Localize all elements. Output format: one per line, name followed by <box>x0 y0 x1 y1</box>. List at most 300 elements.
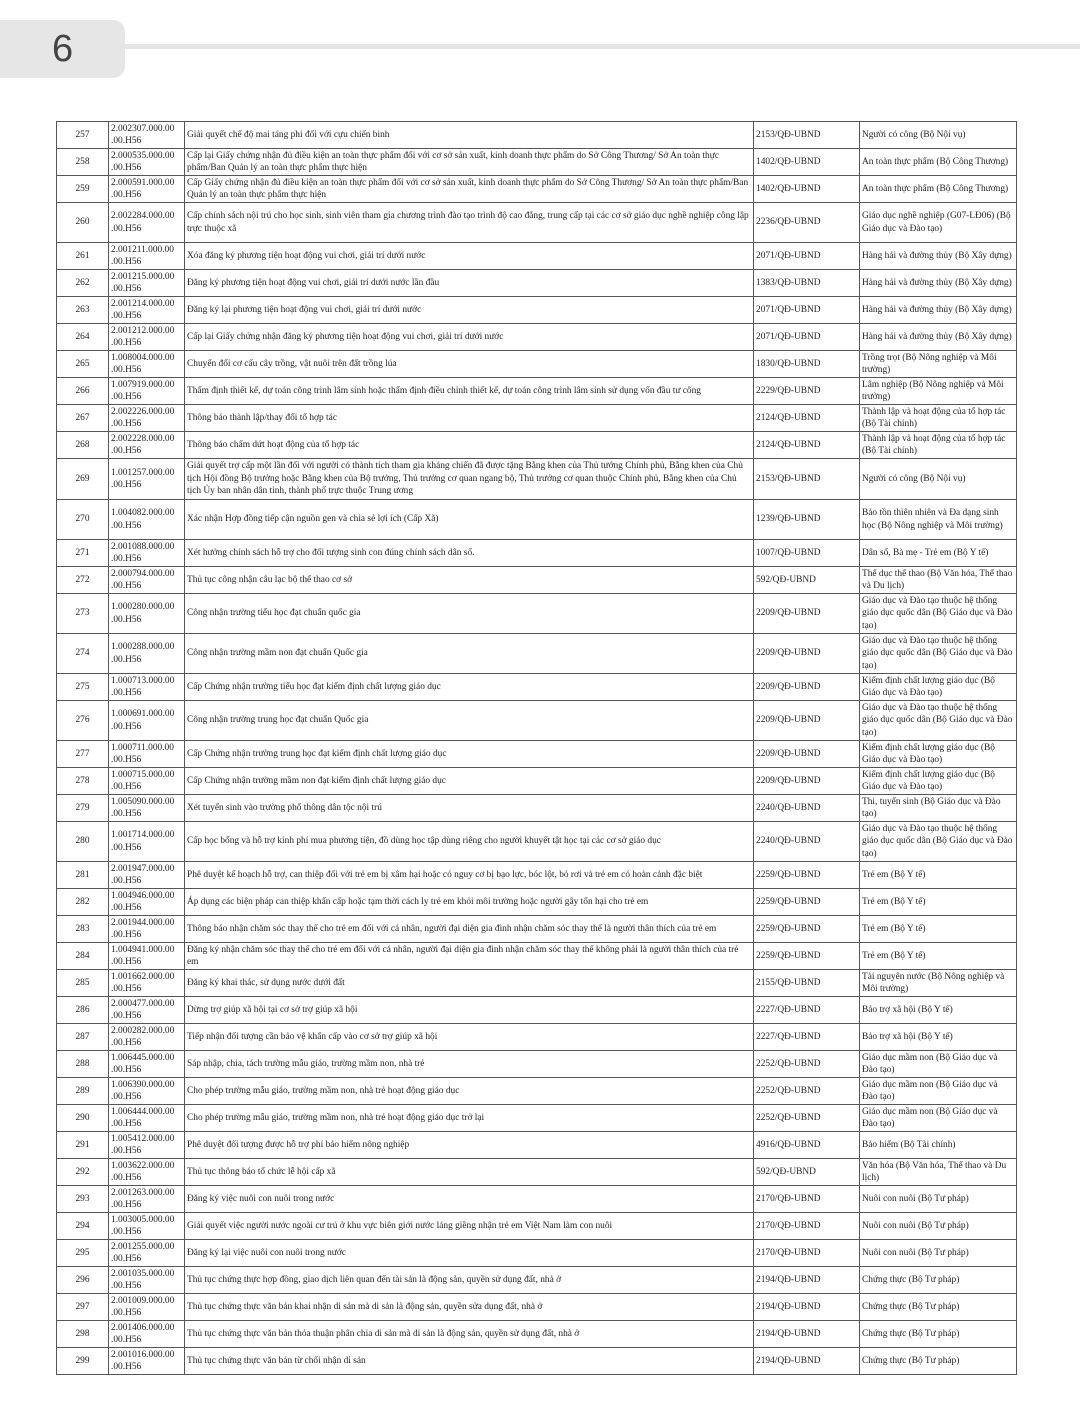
procedure-code-part1: 1.003622.000.00 <box>111 1160 175 1171</box>
procedure-code-part2: .00.H56 <box>111 581 142 591</box>
procedure-name: Cấp chính sách nội trú cho học sinh, sinh viên tham gia chương trình đào tạo trình độ cao đẳng, trung cấp tại các cơ sở giáo dục nghề nghiệp công lập trực thuộc xã <box>185 203 754 243</box>
procedure-code-part2: .00.H56 <box>111 614 142 625</box>
procedure-code-part2: .00.H56 <box>111 1065 142 1075</box>
procedure-code <box>109 768 185 795</box>
row-number: 280 <box>57 822 109 862</box>
procedure-code <box>109 567 185 594</box>
procedure-code-part2: .00.H56 <box>111 876 142 886</box>
decision-number: 2071/QĐ-UBND <box>754 297 860 324</box>
row-number: 257 <box>57 122 109 149</box>
procedure-name: Thông báo chấm dứt hoạt động của tổ hợp tác <box>185 432 754 459</box>
procedure-code-part1: 1.000713.000.00 <box>111 675 175 686</box>
table-row <box>57 970 1017 997</box>
procedure-name: Cấp lại Giấy chứng nhận đủ điều kiện an toàn thực phẩm đối với cơ sở sản xuất, kinh doanh thực phẩm do Sở Công Thương/ Sở An toàn thực phẩm/Ban Quản lý an toàn thực phẩm thực hiện <box>185 149 754 176</box>
field-ministry: Bảo trợ xã hội (Bộ Y tế) <box>860 997 1017 1024</box>
decision-number: 2209/QĐ-UBND <box>754 674 860 701</box>
procedure-code-part2: .00.H56 <box>111 1011 142 1021</box>
procedure-code <box>109 500 185 540</box>
field-ministry: Tài nguyên nước (Bộ Nông nghiệp và Môi trường) <box>860 970 1017 997</box>
decision-number: 2153/QĐ-UBND <box>754 122 860 149</box>
table-row <box>57 634 1017 674</box>
decision-number: 2259/QĐ-UBND <box>754 943 860 970</box>
table-row <box>57 701 1017 741</box>
procedure-code <box>109 149 185 176</box>
decision-number: 2259/QĐ-UBND <box>754 889 860 916</box>
table-row <box>57 916 1017 943</box>
field-ministry: Hàng hải và đường thủy (Bộ Xây dựng) <box>860 297 1017 324</box>
row-number: 281 <box>57 862 109 889</box>
decision-number: 2071/QĐ-UBND <box>754 243 860 270</box>
procedure-code-part1: 2.001214.000.00 <box>111 298 175 309</box>
procedure-code-part1: 1.000288.000.00 <box>111 642 175 652</box>
procedure-code <box>109 862 185 889</box>
procedure-code-part1: 1.006444.000.00 <box>111 1106 175 1117</box>
decision-number: 2259/QĐ-UBND <box>754 916 860 943</box>
decision-number: 592/QĐ-UBND <box>754 567 860 594</box>
table-row <box>57 324 1017 351</box>
procedure-code-part1: 2.002284.000.00 <box>111 211 175 221</box>
row-number: 279 <box>57 795 109 822</box>
procedure-code <box>109 540 185 567</box>
field-ministry: An toàn thực phẩm (Bộ Công Thương) <box>860 149 1017 176</box>
row-number: 277 <box>57 741 109 768</box>
procedure-code <box>109 1348 185 1375</box>
procedure-code-part1: 1.001662.000.00 <box>111 971 175 982</box>
table-row <box>57 378 1017 405</box>
row-number: 258 <box>57 149 109 176</box>
row-number: 268 <box>57 432 109 459</box>
field-ministry: Kiểm định chất lượng giáo dục (Bộ Giáo dục và Đào tạo) <box>860 674 1017 701</box>
table-row <box>57 243 1017 270</box>
field-ministry: Hàng hải và đường thủy (Bộ Xây dựng) <box>860 324 1017 351</box>
procedure-code <box>109 634 185 674</box>
procedure-code <box>109 351 185 378</box>
field-ministry: Hàng hải và đường thủy (Bộ Xây dựng) <box>860 243 1017 270</box>
procedure-code <box>109 889 185 916</box>
procedure-name: Phê duyệt đối tượng được hỗ trợ phí bảo hiểm nông nghiệp <box>185 1132 754 1159</box>
procedure-code <box>109 674 185 701</box>
procedure-code-part2: .00.H56 <box>111 284 142 294</box>
procedure-code-part1: 1.007919.000.00 <box>111 379 175 390</box>
procedure-code-part2: .00.H56 <box>111 480 142 490</box>
procedure-code <box>109 1078 185 1105</box>
field-ministry: Nuôi con nuôi (Bộ Tư pháp) <box>860 1186 1017 1213</box>
decision-number: 2194/QĐ-UBND <box>754 1294 860 1321</box>
procedure-code-part1: 2.001947.000.00 <box>111 863 175 874</box>
procedure-name: Thông báo thành lập/thay đổi tổ hợp tác <box>185 405 754 432</box>
procedure-code-part1: 2.000794.000.00 <box>111 568 175 579</box>
table-row <box>57 862 1017 889</box>
procedure-code-part2: .00.H56 <box>111 1227 142 1237</box>
procedure-code-part1: 2.001255.000.00 <box>111 1241 175 1252</box>
table-row <box>57 270 1017 297</box>
field-ministry: Giáo dục và Đào tạo thuộc hệ thống giáo dục quốc dân (Bộ Giáo dục và Đào tạo) <box>860 701 1017 741</box>
procedure-code-part1: 1.004082.000.00 <box>111 508 175 518</box>
row-number: 260 <box>57 203 109 243</box>
row-number: 278 <box>57 768 109 795</box>
row-number: 299 <box>57 1348 109 1375</box>
procedure-code-part1: 1.006390.000.00 <box>111 1079 175 1090</box>
procedure-name: Xác nhận Hợp đồng tiếp cận nguồn gen và chia sẻ lợi ích (Cấp Xã) <box>185 500 754 540</box>
procedure-code-part2: .00.H56 <box>111 930 142 940</box>
procedure-code <box>109 970 185 997</box>
row-number: 264 <box>57 324 109 351</box>
table-row <box>57 122 1017 149</box>
decision-number: 2194/QĐ-UBND <box>754 1321 860 1348</box>
decision-number: 2153/QĐ-UBND <box>754 459 860 500</box>
procedure-name: Đăng ký khai thác, sử dụng nước dưới đất <box>185 970 754 997</box>
row-number: 286 <box>57 997 109 1024</box>
row-number: 284 <box>57 943 109 970</box>
field-ministry: Thành lập và hoạt động của tổ hợp tác (Bộ Tài chính) <box>860 432 1017 459</box>
procedure-name: Cấp Chứng nhận trường trung học đạt kiểm định chất lượng giáo dục <box>185 741 754 768</box>
field-ministry: Giáo dục và Đào tạo thuộc hệ thống giáo dục quốc dân (Bộ Giáo dục và Đào tạo) <box>860 634 1017 674</box>
table-row <box>57 351 1017 378</box>
procedure-name: Cấp Giấy chứng nhận đủ điều kiện an toàn thực phẩm đối với cơ sở sản xuất, kinh doanh thực phẩm do Sở Công Thương/ Sở An toàn thực phẩm/Ban Quản lý an toàn thực phẩm thực hiện <box>185 176 754 203</box>
procedure-code-part2: .00.H56 <box>111 1362 142 1372</box>
procedure-code-part1: 1.006445.000.00 <box>111 1052 175 1063</box>
procedure-code <box>109 243 185 270</box>
field-ministry: Thể dục thể thao (Bộ Văn hóa, Thể thao và Du lịch) <box>860 567 1017 594</box>
procedure-code <box>109 1213 185 1240</box>
table-row <box>57 1024 1017 1051</box>
procedure-code <box>109 1294 185 1321</box>
row-number: 283 <box>57 916 109 943</box>
procedure-code-part1: 2.001009.000.00 <box>111 1295 175 1306</box>
decision-number: 2252/QĐ-UBND <box>754 1078 860 1105</box>
field-ministry: Chứng thực (Bộ Tư pháp) <box>860 1348 1017 1375</box>
procedure-name: Áp dụng các biện pháp can thiệp khẩn cấp hoặc tạm thời cách ly trẻ em khỏi môi trường hoặc người gây tổn hại cho trẻ em <box>185 889 754 916</box>
procedure-code <box>109 378 185 405</box>
procedure-code-part2: .00.H56 <box>111 1281 142 1291</box>
field-ministry: Người có công (Bộ Nội vụ) <box>860 459 1017 500</box>
table-row <box>57 1240 1017 1267</box>
field-ministry: Giáo dục và Đào tạo thuộc hệ thống giáo dục quốc dân (Bộ Giáo dục và Đào tạo) <box>860 822 1017 862</box>
page-number: 6 <box>52 27 74 70</box>
procedure-code-part2: .00.H56 <box>111 1200 142 1210</box>
decision-number: 2170/QĐ-UBND <box>754 1240 860 1267</box>
procedure-code <box>109 203 185 243</box>
procedure-code-part2: .00.H56 <box>111 1092 142 1102</box>
procedure-code-part1: 2.000477.000.00 <box>111 998 175 1009</box>
procedure-name: Đăng ký lại phương tiện hoạt động vui chơi, giải trí dưới nước <box>185 297 754 324</box>
procedure-code-part2: .00.H56 <box>111 1038 142 1048</box>
decision-number: 2124/QĐ-UBND <box>754 405 860 432</box>
procedure-name: Xét hưởng chính sách hỗ trợ cho đối tượng sinh con đúng chính sách dân số. <box>185 540 754 567</box>
procedure-code-part2: .00.H56 <box>111 842 142 853</box>
row-number: 273 <box>57 594 109 634</box>
table-row <box>57 822 1017 862</box>
procedure-code-part2: .00.H56 <box>111 1146 142 1156</box>
row-number: 259 <box>57 176 109 203</box>
procedure-code-part1: 1.000280.000.00 <box>111 602 175 612</box>
procedure-name: Thông báo nhận chăm sóc thay thế cho trẻ em đối với cá nhân, người đại diện gia đình nhận chăm sóc thay thế là người thân thích của trẻ em <box>185 916 754 943</box>
procedure-code <box>109 594 185 634</box>
field-ministry: Dân số, Bà mẹ - Trẻ em (Bộ Y tế) <box>860 540 1017 567</box>
field-ministry: Chứng thực (Bộ Tư pháp) <box>860 1267 1017 1294</box>
field-ministry: Giáo dục mầm non (Bộ Giáo dục và Đào tạo) <box>860 1051 1017 1078</box>
field-ministry: Thi, tuyển sinh (Bộ Giáo dục và Đào tạo) <box>860 795 1017 822</box>
procedure-name: Chuyển đổi cơ cấu cây trồng, vật nuôi trên đất trồng lúa <box>185 351 754 378</box>
procedure-code <box>109 122 185 149</box>
procedure-code-part1: 2.002307.000.00 <box>111 123 175 134</box>
procedure-code-part1: 1.001257.000.00 <box>111 467 175 478</box>
table-row <box>57 1051 1017 1078</box>
table-row <box>57 297 1017 324</box>
decision-number: 2209/QĐ-UBND <box>754 741 860 768</box>
procedure-code-part1: 2.001211.000.00 <box>111 244 174 255</box>
procedure-code-part2: .00.H56 <box>111 419 142 429</box>
procedure-name: Giải quyết việc người nước ngoài cư trú ở khu vực biên giới nước láng giềng nhận trẻ em Việt Nam làm con nuôi <box>185 1213 754 1240</box>
row-number: 272 <box>57 567 109 594</box>
row-number: 269 <box>57 459 109 500</box>
row-number: 270 <box>57 500 109 540</box>
decision-number: 2194/QĐ-UBND <box>754 1267 860 1294</box>
row-number: 296 <box>57 1267 109 1294</box>
decision-number: 2209/QĐ-UBND <box>754 701 860 741</box>
procedure-name: Thủ tục thông báo tổ chức lễ hội cấp xã <box>185 1159 754 1186</box>
row-number: 276 <box>57 701 109 741</box>
row-number: 290 <box>57 1105 109 1132</box>
row-number: 297 <box>57 1294 109 1321</box>
procedure-code-part2: .00.H56 <box>111 311 142 321</box>
decision-number: 2071/QĐ-UBND <box>754 324 860 351</box>
procedure-code <box>109 822 185 862</box>
procedure-name: Sáp nhập, chia, tách trường mẫu giáo, trường mầm non, nhà trẻ <box>185 1051 754 1078</box>
procedure-name: Cấp lại Giấy chứng nhận đăng ký phương tiện hoạt động vui chơi, giải trí dưới nước <box>185 324 754 351</box>
table-row <box>57 1105 1017 1132</box>
procedure-code <box>109 432 185 459</box>
table-row <box>57 1078 1017 1105</box>
procedure-code <box>109 1159 185 1186</box>
procedure-code-part1: 1.005412.000.00 <box>111 1133 175 1144</box>
procedure-code-part1: 1.000711.000.00 <box>111 742 174 753</box>
procedure-code <box>109 1240 185 1267</box>
procedure-code-part2: .00.H56 <box>111 1119 142 1129</box>
procedure-code <box>109 916 185 943</box>
procedure-name: Dừng trợ giúp xã hội tại cơ sở trợ giúp xã hội <box>185 997 754 1024</box>
decision-number: 2227/QĐ-UBND <box>754 1024 860 1051</box>
procedure-name: Xét tuyển sinh vào trường phổ thông dân tộc nội trú <box>185 795 754 822</box>
row-number: 266 <box>57 378 109 405</box>
procedure-name: Đăng ký việc nuôi con nuôi trong nước <box>185 1186 754 1213</box>
procedure-code-part1: 1.004941.000.00 <box>111 944 175 955</box>
procedure-name: Cho phép trường mẫu giáo, trường mầm non, nhà trẻ hoạt động giáo dục trở lại <box>185 1105 754 1132</box>
procedure-code-part2: .00.H56 <box>111 688 142 698</box>
table-row <box>57 540 1017 567</box>
field-ministry: Nuôi con nuôi (Bộ Tư pháp) <box>860 1213 1017 1240</box>
row-number: 291 <box>57 1132 109 1159</box>
table-row <box>57 795 1017 822</box>
procedure-code <box>109 270 185 297</box>
field-ministry: Trẻ em (Bộ Y tế) <box>860 916 1017 943</box>
procedure-name: Giải quyết trợ cấp một lần đối với người có thành tích tham gia kháng chiến đã được tặng Bằng khen của Thủ tướng Chính phủ, Bằng khen của Chủ tịch Hội đồng Bộ trưởng hoặc Bằng khen của Bộ trưởng, Thủ trưởng cơ quan ngang bộ, Thủ trưởng cơ quan thuộc Chính phủ, Bằng khen của Chủ tịch Ủy ban nhân dân tỉnh, thành phố trực thuộc Trung ương <box>185 459 754 500</box>
procedure-code-part2: .00.H56 <box>111 365 142 375</box>
procedure-code-part1: 2.001212.000.00 <box>111 325 175 336</box>
row-number: 274 <box>57 634 109 674</box>
procedure-code-part1: 2.001406.000.00 <box>111 1322 175 1333</box>
procedure-code-part2: .00.H56 <box>111 1308 142 1318</box>
procedure-code <box>109 1132 185 1159</box>
procedure-code-part2: .00.H56 <box>111 338 142 348</box>
decision-number: 2240/QĐ-UBND <box>754 822 860 862</box>
table-row <box>57 943 1017 970</box>
row-number: 271 <box>57 540 109 567</box>
field-ministry: Giáo dục mầm non (Bộ Giáo dục và Đào tạo) <box>860 1105 1017 1132</box>
decision-number: 2252/QĐ-UBND <box>754 1105 860 1132</box>
page-number-tab <box>0 20 125 78</box>
procedure-name: Công nhận trường trung học đạt chuẩn Quốc gia <box>185 701 754 741</box>
table-row <box>57 1132 1017 1159</box>
table-row <box>57 1159 1017 1186</box>
procedure-code-part2: .00.H56 <box>111 136 142 146</box>
procedure-name: Thủ tục chứng thực văn bản từ chối nhận di sản <box>185 1348 754 1375</box>
field-ministry: Hàng hải và đường thủy (Bộ Xây dựng) <box>860 270 1017 297</box>
procedure-code-part2: .00.H56 <box>111 755 142 765</box>
row-number: 287 <box>57 1024 109 1051</box>
procedure-code-part2: .00.H56 <box>111 163 142 173</box>
decision-number: 1402/QĐ-UBND <box>754 176 860 203</box>
procedure-code-part2: .00.H56 <box>111 392 142 402</box>
field-ministry: Giáo dục và Đào tạo thuộc hệ thống giáo dục quốc dân (Bộ Giáo dục và Đào tạo) <box>860 594 1017 634</box>
procedure-name: Công nhận trường mầm non đạt chuẩn Quốc gia <box>185 634 754 674</box>
field-ministry: Trẻ em (Bộ Y tế) <box>860 862 1017 889</box>
decision-number: 2252/QĐ-UBND <box>754 1051 860 1078</box>
table-row <box>57 741 1017 768</box>
table-row <box>57 674 1017 701</box>
procedure-name: Giải quyết chế độ mai táng phí đối với cựu chiến binh <box>185 122 754 149</box>
procedure-code-part2: .00.H56 <box>111 190 142 200</box>
row-number: 289 <box>57 1078 109 1105</box>
procedure-code-part1: 2.001215.000.00 <box>111 271 175 282</box>
field-ministry: Bảo trợ xã hội (Bộ Y tế) <box>860 1024 1017 1051</box>
table-row <box>57 997 1017 1024</box>
procedure-code <box>109 1024 185 1051</box>
field-ministry: Văn hóa (Bộ Văn hóa, Thể thao và Du lịch) <box>860 1159 1017 1186</box>
procedure-name: Thủ tục chứng thực văn bản khai nhận di sản mà di sản là động sản, quyền sửa dụng đất, nhà ở <box>185 1294 754 1321</box>
field-ministry: Trồng trọt (Bộ Nông nghiệp và Môi trường) <box>860 351 1017 378</box>
procedure-code-part1: 2.001263.000.00 <box>111 1187 175 1198</box>
table-row <box>57 500 1017 540</box>
procedure-name: Thủ tục chứng thực văn bản thỏa thuận phân chia di sản mà di sản là động sản, quyền sử dụng đất, nhà ở <box>185 1321 754 1348</box>
procedure-code-part1: 2.000535.000.00 <box>111 150 175 161</box>
field-ministry: Kiểm định chất lượng giáo dục (Bộ Giáo dục và Đào tạo) <box>860 741 1017 768</box>
procedure-code-part1: 2.001944.000.00 <box>111 917 175 928</box>
decision-number: 1239/QĐ-UBND <box>754 500 860 540</box>
procedure-code-part2: .00.H56 <box>111 446 142 456</box>
decision-number: 2259/QĐ-UBND <box>754 862 860 889</box>
procedures-table-body <box>57 122 1017 1375</box>
field-ministry: Giáo dục nghề nghiệp (G07-LĐ06) (Bộ Giáo dục và Đào tạo) <box>860 203 1017 243</box>
procedure-code <box>109 997 185 1024</box>
table-row <box>57 768 1017 795</box>
table-row <box>57 1213 1017 1240</box>
row-number: 261 <box>57 243 109 270</box>
table-row <box>57 1348 1017 1375</box>
procedure-code-part1: 2.001016.000.00 <box>111 1349 175 1360</box>
decision-number: 2240/QĐ-UBND <box>754 795 860 822</box>
procedure-code-part2: .00.H56 <box>111 1254 142 1264</box>
field-ministry: An toàn thực phẩm (Bộ Công Thương) <box>860 176 1017 203</box>
procedure-name: Thủ tục công nhận câu lạc bộ thể thao cơ sở <box>185 567 754 594</box>
field-ministry: Bảo tồn thiên nhiên và Đa dạng sinh học (Bộ Nông nghiệp và Môi trường) <box>860 500 1017 540</box>
procedure-code-part1: 1.001714.000.00 <box>111 830 175 840</box>
procedure-code-part2: .00.H56 <box>111 782 142 792</box>
procedure-code-part2: .00.H56 <box>111 223 142 234</box>
field-ministry: Thành lập và hoạt động của tổ hợp tác (Bộ Tài chính) <box>860 405 1017 432</box>
procedures-table <box>56 121 1017 1375</box>
procedure-code <box>109 405 185 432</box>
procedure-code <box>109 297 185 324</box>
procedure-code <box>109 1321 185 1348</box>
decision-number: 1383/QĐ-UBND <box>754 270 860 297</box>
decision-number: 2209/QĐ-UBND <box>754 634 860 674</box>
procedure-name: Xóa đăng ký phương tiện hoạt động vui chơi, giải trí dưới nước <box>185 243 754 270</box>
table-row <box>57 1321 1017 1348</box>
procedure-code-part2: .00.H56 <box>111 554 142 564</box>
decision-number: 2170/QĐ-UBND <box>754 1186 860 1213</box>
field-ministry: Trẻ em (Bộ Y tế) <box>860 889 1017 916</box>
procedure-name: Đăng ký nhận chăm sóc thay thế cho trẻ em đối với cá nhân, người đại diện gia đình nhận chăm sóc thay thế không phải là người thân thích của trẻ em <box>185 943 754 970</box>
procedure-code <box>109 1186 185 1213</box>
procedure-name: Tiếp nhận đối tượng cần bảo vệ khẩn cấp vào cơ sở trợ giúp xã hội <box>185 1024 754 1051</box>
procedure-name: Công nhận trường tiểu học đạt chuẩn quốc gia <box>185 594 754 634</box>
table-row <box>57 1294 1017 1321</box>
decision-number: 1007/QĐ-UBND <box>754 540 860 567</box>
procedure-code-part2: .00.H56 <box>111 957 142 967</box>
row-number: 293 <box>57 1186 109 1213</box>
procedure-code-part1: 1.008004.000.00 <box>111 352 175 363</box>
field-ministry: Chứng thực (Bộ Tư pháp) <box>860 1321 1017 1348</box>
row-number: 285 <box>57 970 109 997</box>
procedure-name: Thủ tục chứng thực hợp đồng, giao dịch liên quan đến tài sản là động sản, quyền sử dụng đất, nhà ở <box>185 1267 754 1294</box>
procedure-code <box>109 1051 185 1078</box>
table-row <box>57 889 1017 916</box>
table-row <box>57 1186 1017 1213</box>
procedure-code-part2: .00.H56 <box>111 257 142 267</box>
procedure-code-part1: 2.002226.000.00 <box>111 406 175 417</box>
procedure-code-part1: 1.004946.000.00 <box>111 890 175 901</box>
procedure-code-part2: .00.H56 <box>111 1335 142 1345</box>
procedure-code-part1: 2.001088.000.00 <box>111 541 175 552</box>
procedure-code-part2: .00.H56 <box>111 984 142 994</box>
procedure-code <box>109 701 185 741</box>
table-row <box>57 432 1017 459</box>
procedure-name: Đăng ký phương tiện hoạt động vui chơi, giải trí dưới nước lần đầu <box>185 270 754 297</box>
table-row <box>57 594 1017 634</box>
table-row <box>57 149 1017 176</box>
field-ministry: Bảo hiểm (Bộ Tài chính) <box>860 1132 1017 1159</box>
row-number: 275 <box>57 674 109 701</box>
decision-number: 1830/QĐ-UBND <box>754 351 860 378</box>
table-row <box>57 459 1017 500</box>
procedure-code-part1: 2.002228.000.00 <box>111 433 175 444</box>
decision-number: 2155/QĐ-UBND <box>754 970 860 997</box>
field-ministry: Lâm nghiệp (Bộ Nông nghiệp và Môi trường) <box>860 378 1017 405</box>
procedure-name: Thẩm định thiết kế, dự toán công trình lâm sinh hoặc thẩm định điều chỉnh thiết kế, dự toán công trình lâm sinh sử dụng vốn đầu tư công <box>185 378 754 405</box>
table-row <box>57 176 1017 203</box>
procedure-code <box>109 741 185 768</box>
procedure-code <box>109 1105 185 1132</box>
procedure-name: Cấp Chứng nhận trường tiểu học đạt kiểm định chất lượng giáo dục <box>185 674 754 701</box>
procedure-code-part2: .00.H56 <box>111 903 142 913</box>
procedure-name: Phê duyệt kế hoạch hỗ trợ, can thiệp đối với trẻ em bị xâm hại hoặc có nguy cơ bị bạo lực, bóc lột, bỏ rơi và trẻ em có hoàn cảnh đặc biệt <box>185 862 754 889</box>
field-ministry: Trẻ em (Bộ Y tế) <box>860 943 1017 970</box>
field-ministry: Chứng thực (Bộ Tư pháp) <box>860 1294 1017 1321</box>
procedure-code-part1: 1.003005.000.00 <box>111 1214 175 1225</box>
header-rule <box>125 44 1080 49</box>
procedure-code-part1: 2.000282.000.00 <box>111 1025 175 1036</box>
